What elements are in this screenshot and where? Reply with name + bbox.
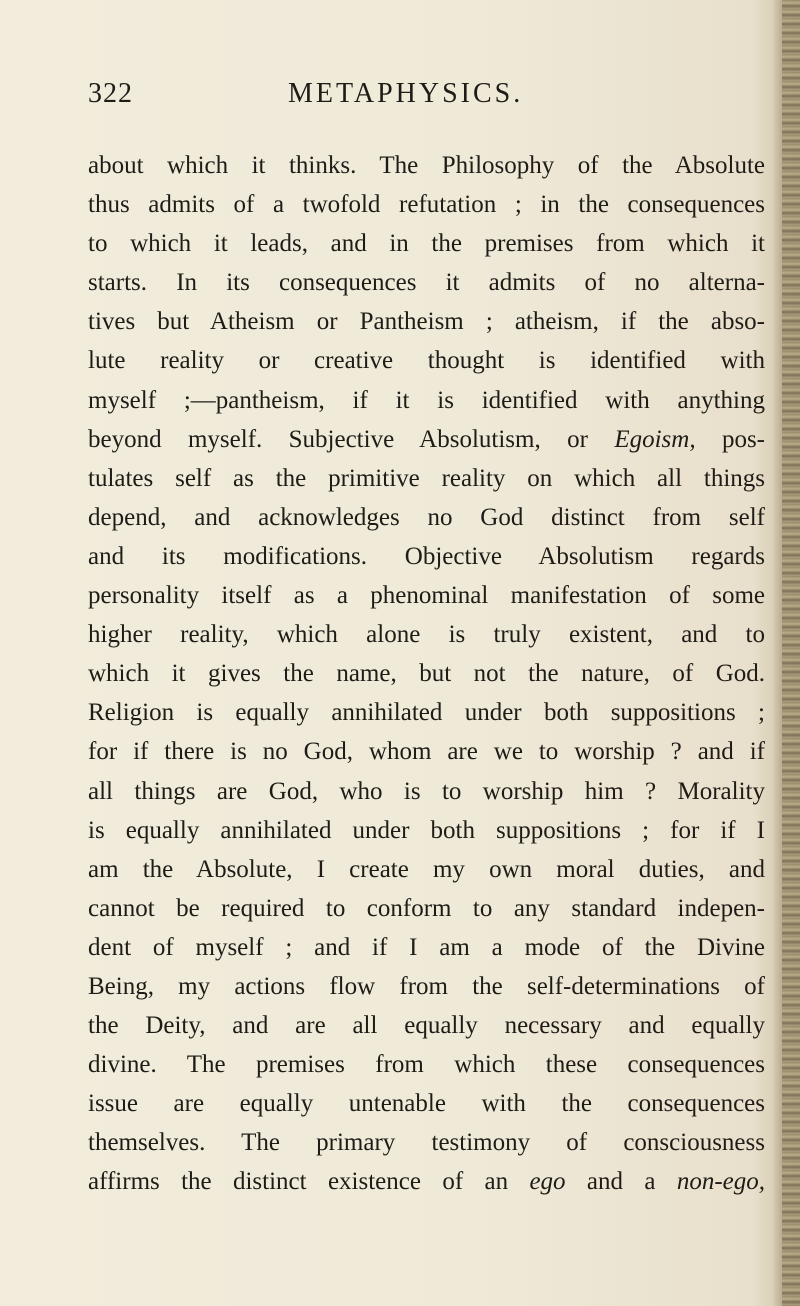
text-line: Religion is equally annihilated under both suppositions ; (88, 699, 765, 727)
page-fore-edge (782, 0, 800, 1306)
italic-term-ego: ego (529, 1168, 566, 1196)
text-line: starts. In its consequences it admits of no alterna- (88, 269, 765, 297)
text-line: and its modifications. Objective Absolutism regards (88, 542, 765, 570)
text-run: affirms the distinct existence of an (88, 1168, 530, 1196)
italic-term-egoism: Egoism, (614, 425, 696, 453)
text-line: to which it leads, and in the premises from which it (88, 230, 765, 258)
body-text (88, 146, 765, 1202)
text-line: all things are God, who is to worship him ? Morality (88, 777, 765, 805)
text-run: pos- (695, 425, 765, 453)
text-line: lute reality or creative thought is identified with (88, 347, 765, 375)
text-line: about which it thinks. The Philosophy of the Absolute (88, 152, 765, 179)
text-line: dent of myself ; and if I am a mode of the Divine (88, 933, 765, 961)
text-line: depend, and acknowledges no God distinct from self (88, 503, 765, 531)
text-line: am the Absolute, I create my own moral duties, and (88, 855, 765, 883)
text-run: beyond myself. Subjective Absolutism, or (88, 425, 615, 453)
text-line: is equally annihilated under both suppositions ; for if I (88, 816, 765, 844)
text-line: thus admits of a twofold refutation ; in the consequences (88, 191, 765, 219)
italic-term-non-ego: non-ego, (676, 1168, 765, 1196)
text-run: and a (565, 1168, 677, 1196)
running-title: METAPHYSICS. (288, 78, 524, 109)
text-line: for if there is no God, whom are we to worship ? and if (88, 738, 765, 766)
text-line: Being, my actions flow from the self-determinations of (88, 972, 765, 1000)
text-line: issue are equally untenable with the consequences (88, 1090, 765, 1118)
text-line: the Deity, and are all equally necessary and equally (88, 1012, 765, 1040)
text-line: tulates self as the primitive reality on which all things (88, 464, 765, 492)
text-line: personality itself as a phenominal manifestation of some (88, 582, 765, 610)
running-head (88, 78, 728, 118)
text-line: myself ;—pantheism, if it is identified with anything (88, 386, 765, 414)
text-line: themselves. The primary testimony of consciousness (88, 1129, 765, 1157)
text-line (88, 420, 765, 459)
text-line: cannot be required to conform to any standard indepen- (88, 894, 765, 922)
text-line: which it gives the name, but not the nature, of God. (88, 660, 765, 688)
text-line (88, 1162, 765, 1201)
text-line: divine. The premises from which these consequences (88, 1051, 765, 1079)
text-line: higher reality, which alone is truly existent, and to (88, 621, 765, 649)
page-gutter-shadow (772, 0, 782, 1306)
page-number: 322 (88, 78, 133, 109)
text-line: tives but Atheism or Pantheism ; atheism, if the abso- (88, 308, 765, 336)
